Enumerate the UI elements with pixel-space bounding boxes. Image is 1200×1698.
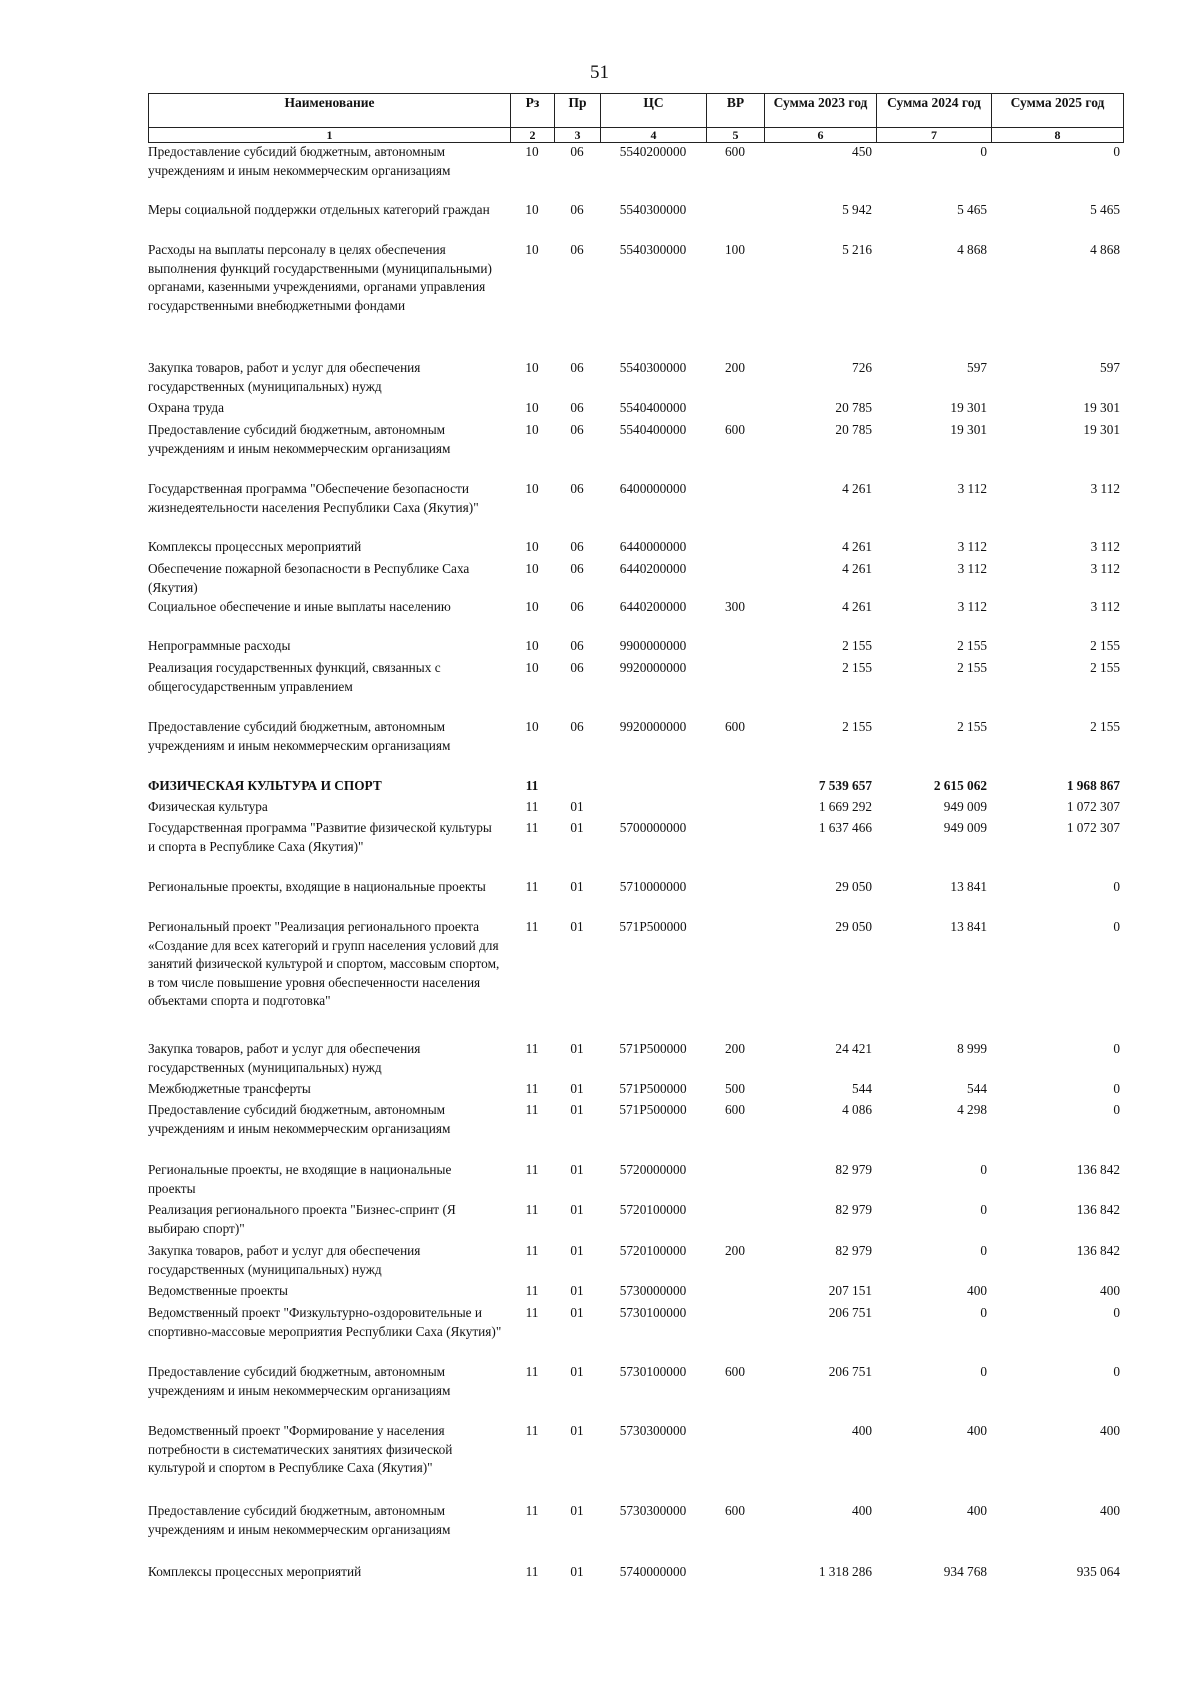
row-sum-2023: 206 751 xyxy=(828,1305,872,1320)
row-pr: 06 xyxy=(570,719,584,734)
row-rz: 10 xyxy=(525,360,539,375)
row-cs: 5720100000 xyxy=(619,1243,687,1258)
row-name: Предоставление субсидий бюджетным, автономным учреждениям и иным некоммерческим организациям xyxy=(148,1102,451,1136)
row-sum-2025: 597 xyxy=(1100,360,1120,375)
row-pr xyxy=(554,777,600,796)
row-sum-2024: 544 xyxy=(967,1081,987,1096)
table-row xyxy=(148,1161,1122,1198)
row-sum-2023: 20 785 xyxy=(835,422,872,437)
row-pr: 01 xyxy=(570,1243,584,1258)
table-header xyxy=(148,93,1124,143)
row-pr: 01 xyxy=(570,1305,584,1320)
table-row xyxy=(148,1040,1122,1077)
row-rz: 11 xyxy=(525,1041,539,1056)
row-sum-2024: 0 xyxy=(980,1305,987,1320)
row-rz: 11 xyxy=(525,1503,539,1518)
row-sum-2025: 0 xyxy=(1113,1102,1120,1117)
row-name: Закупка товаров, работ и услуг для обеспечения государственных (муниципальных) нужд xyxy=(148,1243,421,1277)
row-pr: 01 xyxy=(570,1503,584,1518)
row-sum-2023: 400 xyxy=(852,1423,872,1438)
row-vr xyxy=(706,1201,764,1238)
row-rz: 10 xyxy=(525,422,539,437)
row-sum-2023: 1 669 292 xyxy=(818,799,872,814)
table-row xyxy=(148,1363,1122,1400)
row-cs: 5720100000 xyxy=(619,1202,687,1217)
row-cs: 6440200000 xyxy=(619,599,687,614)
row-sum-2024: 2 155 xyxy=(957,638,987,653)
row-pr: 06 xyxy=(570,561,584,576)
table-row xyxy=(148,718,1122,755)
row-sum-2025: 19 301 xyxy=(1083,422,1120,437)
row-sum-2025: 136 842 xyxy=(1076,1162,1120,1177)
row-name: Предоставление субсидий бюджетным, автономным учреждениям и иным некоммерческим организациям xyxy=(148,719,451,753)
row-cs: 5540400000 xyxy=(619,400,687,415)
header-pr: Пр xyxy=(555,94,601,127)
row-sum-2023: 207 151 xyxy=(828,1283,872,1298)
row-sum-2023: 5 942 xyxy=(842,202,872,217)
row-pr: 01 xyxy=(570,820,584,835)
row-pr: 06 xyxy=(570,660,584,675)
row-pr: 01 xyxy=(570,919,584,934)
row-rz: 10 xyxy=(525,242,539,257)
row-pr: 06 xyxy=(570,638,584,653)
row-sum-2024: 0 xyxy=(980,1243,987,1258)
row-sum-2025: 400 xyxy=(1100,1283,1120,1298)
row-sum-2024: 19 301 xyxy=(950,422,987,437)
row-pr: 01 xyxy=(570,1564,584,1579)
row-rz: 11 xyxy=(525,1283,539,1298)
row-rz: 11 xyxy=(525,799,539,814)
row-sum-2025: 0 xyxy=(1113,1305,1120,1320)
row-rz: 11 xyxy=(525,778,539,793)
row-sum-2023: 29 050 xyxy=(835,879,872,894)
row-cs: 571P500000 xyxy=(619,919,687,934)
table-row xyxy=(148,399,1122,418)
row-name: Физическая культура xyxy=(148,799,268,814)
table-row xyxy=(148,659,1122,696)
row-rz: 11 xyxy=(525,1243,539,1258)
row-name: ФИЗИЧЕСКАЯ КУЛЬТУРА И СПОРТ xyxy=(148,778,382,793)
row-rz: 10 xyxy=(525,481,539,496)
row-vr xyxy=(706,1563,764,1582)
row-sum-2024: 2 155 xyxy=(957,660,987,675)
row-vr: 600 xyxy=(725,1364,745,1379)
row-cs: 5720000000 xyxy=(619,1162,687,1177)
row-sum-2025: 0 xyxy=(1113,919,1120,934)
row-sum-2025: 0 xyxy=(1113,1364,1120,1379)
table-row xyxy=(148,798,1122,817)
header-num-5: 5 xyxy=(707,128,765,142)
row-sum-2023: 206 751 xyxy=(828,1364,872,1379)
row-sum-2023: 4 086 xyxy=(842,1102,872,1117)
row-sum-2023: 82 979 xyxy=(835,1243,872,1258)
row-sum-2025: 935 064 xyxy=(1076,1564,1120,1579)
row-vr: 100 xyxy=(725,242,745,257)
row-sum-2024: 934 768 xyxy=(943,1564,987,1579)
table-row xyxy=(148,421,1122,458)
row-pr: 01 xyxy=(570,1041,584,1056)
row-vr: 600 xyxy=(725,719,745,734)
row-name: Меры социальной поддержки отдельных категорий граждан xyxy=(148,202,490,217)
row-rz: 11 xyxy=(525,1305,539,1320)
row-name: Охрана труда xyxy=(148,400,225,415)
row-name: Предоставление субсидий бюджетным, автономным учреждениям и иным некоммерческим организациям xyxy=(148,144,451,178)
table-row xyxy=(148,598,1122,617)
table-row xyxy=(148,143,1122,180)
row-pr: 01 xyxy=(570,1283,584,1298)
row-sum-2023: 5 216 xyxy=(842,242,872,257)
row-rz: 10 xyxy=(525,539,539,554)
row-name: Предоставление субсидий бюджетным, автономным учреждениям и иным некоммерческим организациям xyxy=(148,1364,451,1398)
row-name: Закупка товаров, работ и услуг для обеспечения государственных (муниципальных) нужд xyxy=(148,360,421,394)
row-sum-2023: 1 637 466 xyxy=(818,820,872,835)
row-sum-2023: 726 xyxy=(852,360,872,375)
row-sum-2025: 2 155 xyxy=(1090,638,1120,653)
row-sum-2024: 5 465 xyxy=(957,202,987,217)
row-sum-2025: 0 xyxy=(1113,144,1120,159)
row-pr: 06 xyxy=(570,202,584,217)
row-sum-2025: 400 xyxy=(1100,1503,1120,1518)
row-sum-2024: 949 009 xyxy=(943,820,987,835)
row-sum-2024: 400 xyxy=(967,1423,987,1438)
table-row xyxy=(148,1201,1122,1238)
row-sum-2024: 19 301 xyxy=(950,400,987,415)
header-vr: ВР xyxy=(707,94,765,127)
row-vr xyxy=(706,1161,764,1198)
table-row xyxy=(148,1502,1122,1539)
table-row xyxy=(148,918,1122,1011)
row-cs: 5730100000 xyxy=(619,1305,687,1320)
row-vr: 600 xyxy=(725,422,745,437)
header-numbers-row xyxy=(149,128,1123,142)
row-cs: 6440200000 xyxy=(619,561,687,576)
row-sum-2023: 1 318 286 xyxy=(818,1564,872,1579)
row-sum-2023: 400 xyxy=(852,1503,872,1518)
row-sum-2025: 1 968 867 xyxy=(1066,778,1120,793)
row-sum-2025: 0 xyxy=(1113,1041,1120,1056)
row-rz: 11 xyxy=(525,1423,539,1438)
row-pr: 01 xyxy=(570,1423,584,1438)
row-cs: 6440000000 xyxy=(619,539,687,554)
row-rz: 11 xyxy=(525,1102,539,1117)
row-sum-2025: 2 155 xyxy=(1090,660,1120,675)
row-sum-2023: 4 261 xyxy=(842,561,872,576)
row-name: Региональные проекты, входящие в национальные проекты xyxy=(148,879,486,894)
row-cs xyxy=(600,777,706,796)
row-sum-2025: 3 112 xyxy=(1090,539,1120,554)
row-cs: 5730100000 xyxy=(619,1364,687,1379)
row-vr xyxy=(706,1304,764,1341)
row-name: Реализация государственных функций, связанных с общегосударственным управлением xyxy=(148,660,441,694)
row-rz: 10 xyxy=(525,660,539,675)
row-pr: 06 xyxy=(570,481,584,496)
row-name: Закупка товаров, работ и услуг для обеспечения государственных (муниципальных) нужд xyxy=(148,1041,421,1075)
row-pr: 01 xyxy=(570,1081,584,1096)
row-sum-2023: 4 261 xyxy=(842,481,872,496)
row-vr xyxy=(706,878,764,897)
row-pr: 01 xyxy=(570,879,584,894)
row-name: Расходы на выплаты персоналу в целях обеспечения выполнения функций государственными (муниципальными) органами, казенными учреждениями, органами управления государственными внебюджетными фондами xyxy=(148,242,492,313)
row-rz: 11 xyxy=(525,1162,539,1177)
table-row xyxy=(148,1304,1122,1341)
row-sum-2023: 7 539 657 xyxy=(818,778,872,793)
table-row xyxy=(148,538,1122,557)
header-sum-2024: Сумма 2024 год xyxy=(877,94,992,127)
row-sum-2024: 2 155 xyxy=(957,719,987,734)
row-rz: 11 xyxy=(525,820,539,835)
row-pr: 06 xyxy=(570,400,584,415)
row-sum-2023: 24 421 xyxy=(835,1041,872,1056)
row-sum-2024: 3 112 xyxy=(957,561,987,576)
row-cs: 571P500000 xyxy=(619,1102,687,1117)
row-rz: 11 xyxy=(525,1202,539,1217)
table-row xyxy=(148,359,1122,396)
row-name: Ведомственный проект "Формирование у населения потребности в систематических занятиях физической культурой и спортом в Республике Саха (Якутия)" xyxy=(148,1423,453,1475)
row-vr: 200 xyxy=(725,1243,745,1258)
row-vr: 600 xyxy=(725,144,745,159)
row-rz: 11 xyxy=(525,1081,539,1096)
row-rz: 10 xyxy=(525,638,539,653)
row-name: Комплексы процессных мероприятий xyxy=(148,1564,362,1579)
row-pr: 06 xyxy=(570,360,584,375)
row-rz: 11 xyxy=(525,1564,539,1579)
row-name: Предоставление субсидий бюджетным, автономным учреждениям и иным некоммерческим организациям xyxy=(148,1503,451,1537)
row-vr xyxy=(706,201,764,220)
row-vr xyxy=(706,918,764,1011)
table-row xyxy=(148,1080,1122,1099)
row-sum-2025: 1 072 307 xyxy=(1066,799,1120,814)
row-sum-2025: 136 842 xyxy=(1076,1202,1120,1217)
header-num-1: 1 xyxy=(149,128,511,142)
header-name: Наименование xyxy=(149,94,511,127)
row-cs: 5710000000 xyxy=(619,879,687,894)
row-sum-2024: 3 112 xyxy=(957,481,987,496)
row-vr: 300 xyxy=(725,599,745,614)
row-pr: 06 xyxy=(570,599,584,614)
row-rz: 10 xyxy=(525,400,539,415)
row-cs: 571P500000 xyxy=(619,1041,687,1056)
row-cs: 9920000000 xyxy=(619,719,687,734)
row-sum-2024: 3 112 xyxy=(957,539,987,554)
row-sum-2025: 4 868 xyxy=(1090,242,1120,257)
row-name: Региональные проекты, не входящие в национальные проекты xyxy=(148,1162,452,1196)
table-row xyxy=(148,1242,1122,1279)
table-row xyxy=(148,241,1122,315)
row-sum-2023: 82 979 xyxy=(835,1162,872,1177)
row-pr: 06 xyxy=(570,242,584,257)
header-num-7: 7 xyxy=(877,128,992,142)
row-name: Ведомственный проект "Физкультурно-оздоровительные и спортивно-массовые мероприятия Республики Саха (Якутия)" xyxy=(148,1305,502,1339)
row-sum-2023: 20 785 xyxy=(835,400,872,415)
header-num-2: 2 xyxy=(511,128,555,142)
row-cs: 9900000000 xyxy=(619,638,687,653)
row-sum-2025: 3 112 xyxy=(1090,481,1120,496)
header-num-6: 6 xyxy=(765,128,877,142)
row-pr: 01 xyxy=(570,1202,584,1217)
row-cs: 5730300000 xyxy=(619,1423,687,1438)
row-sum-2024: 13 841 xyxy=(950,879,987,894)
row-name: Социальное обеспечение и иные выплаты населению xyxy=(148,599,451,614)
row-cs: 5730300000 xyxy=(619,1503,687,1518)
row-vr xyxy=(706,480,764,517)
row-vr xyxy=(706,1282,764,1301)
row-sum-2024: 8 999 xyxy=(957,1041,987,1056)
row-name: Государственная программа "Обеспечение безопасности жизнедеятельности населения Республики Саха (Якутия)" xyxy=(148,481,479,515)
row-rz: 11 xyxy=(525,919,539,934)
row-sum-2024: 4 868 xyxy=(957,242,987,257)
row-cs: 5700000000 xyxy=(619,820,687,835)
row-name: Региональный проект "Реализация регионального проекта «Создание для всех категорий и групп населения условий для занятий физической культурой и спортом, массовым спортом, в том числе повышение уровня обеспеченности населения объектами спорта и подготовка" xyxy=(148,919,500,1008)
row-cs: 571P500000 xyxy=(619,1081,687,1096)
row-sum-2024: 0 xyxy=(980,1202,987,1217)
row-sum-2025: 1 072 307 xyxy=(1066,820,1120,835)
row-name: Непрограммные расходы xyxy=(148,638,291,653)
row-sum-2024: 3 112 xyxy=(957,599,987,614)
row-sum-2023: 544 xyxy=(852,1081,872,1096)
row-name: Ведомственные проекты xyxy=(148,1283,288,1298)
row-cs: 5540400000 xyxy=(619,422,687,437)
table-row xyxy=(148,201,1122,220)
row-sum-2024: 0 xyxy=(980,1162,987,1177)
row-pr: 06 xyxy=(570,539,584,554)
row-name: Межбюджетные трансферты xyxy=(148,1081,311,1096)
header-rz: Рз xyxy=(511,94,555,127)
row-sum-2025: 0 xyxy=(1113,1081,1120,1096)
row-cs: 5730000000 xyxy=(619,1283,687,1298)
row-vr: 200 xyxy=(725,1041,745,1056)
row-sum-2025: 19 301 xyxy=(1083,400,1120,415)
row-rz: 10 xyxy=(525,202,539,217)
row-vr xyxy=(706,637,764,656)
row-sum-2024: 4 298 xyxy=(957,1102,987,1117)
header-sum-2025: Сумма 2025 год xyxy=(1010,95,1105,110)
row-sum-2024: 949 009 xyxy=(943,799,987,814)
row-sum-2024: 400 xyxy=(967,1283,987,1298)
row-sum-2025: 400 xyxy=(1100,1423,1120,1438)
row-sum-2023: 82 979 xyxy=(835,1202,872,1217)
row-rz: 11 xyxy=(525,1364,539,1379)
header-num-8: 8 xyxy=(1054,128,1061,142)
row-vr xyxy=(706,538,764,557)
row-name: Государственная программа "Развитие физической культуры и спорта в Республике Саха (Якутия)" xyxy=(148,820,492,854)
row-pr: 01 xyxy=(570,1102,584,1117)
row-rz: 10 xyxy=(525,719,539,734)
table-row xyxy=(148,1101,1122,1138)
row-sum-2024: 0 xyxy=(980,144,987,159)
row-cs: 5540300000 xyxy=(619,242,687,257)
row-cs: 5540300000 xyxy=(619,360,687,375)
row-vr xyxy=(706,560,764,597)
row-sum-2023: 2 155 xyxy=(842,660,872,675)
row-pr: 06 xyxy=(570,144,584,159)
table-row xyxy=(148,878,1122,897)
row-vr xyxy=(706,777,764,796)
row-pr: 06 xyxy=(570,422,584,437)
table-row xyxy=(148,1282,1122,1301)
table-row xyxy=(148,560,1122,597)
row-sum-2023: 29 050 xyxy=(835,919,872,934)
row-pr: 01 xyxy=(570,1364,584,1379)
table-row xyxy=(148,777,1122,796)
row-sum-2025: 2 155 xyxy=(1090,719,1120,734)
header-titles-row xyxy=(149,94,1123,128)
row-sum-2023: 2 155 xyxy=(842,719,872,734)
row-cs: 5540300000 xyxy=(619,202,687,217)
row-sum-2023: 4 261 xyxy=(842,539,872,554)
row-vr: 600 xyxy=(725,1503,745,1518)
row-cs: 6400000000 xyxy=(619,481,687,496)
row-name: Предоставление субсидий бюджетным, автономным учреждениям и иным некоммерческим организациям xyxy=(148,422,451,456)
row-rz: 10 xyxy=(525,599,539,614)
row-name: Обеспечение пожарной безопасности в Республике Саха (Якутия) xyxy=(148,561,470,595)
row-sum-2023: 2 155 xyxy=(842,638,872,653)
row-sum-2023: 4 261 xyxy=(842,599,872,614)
row-rz: 10 xyxy=(525,144,539,159)
row-sum-2024: 13 841 xyxy=(950,919,987,934)
row-sum-2025: 0 xyxy=(1113,879,1120,894)
row-cs xyxy=(600,798,706,817)
row-vr xyxy=(706,1422,764,1478)
header-num-3: 3 xyxy=(555,128,601,142)
row-pr: 01 xyxy=(570,799,584,814)
row-vr xyxy=(706,659,764,696)
row-name: Комплексы процессных мероприятий xyxy=(148,539,362,554)
row-sum-2025: 3 112 xyxy=(1090,561,1120,576)
row-vr xyxy=(706,798,764,817)
row-vr: 200 xyxy=(725,360,745,375)
row-vr: 600 xyxy=(725,1102,745,1117)
row-cs: 9920000000 xyxy=(619,660,687,675)
row-rz: 10 xyxy=(525,561,539,576)
table-row xyxy=(148,819,1122,856)
row-name: Реализация регионального проекта "Бизнес-спринт (Я выбираю спорт)" xyxy=(148,1202,456,1236)
row-sum-2023: 450 xyxy=(852,144,872,159)
row-vr: 500 xyxy=(725,1081,745,1096)
header-num-4: 4 xyxy=(601,128,707,142)
table-row xyxy=(148,1422,1122,1478)
table-row xyxy=(148,1563,1122,1582)
row-sum-2024: 0 xyxy=(980,1364,987,1379)
row-sum-2025: 3 112 xyxy=(1090,599,1120,614)
row-sum-2025: 5 465 xyxy=(1090,202,1120,217)
header-cs: ЦС xyxy=(601,94,707,127)
row-cs: 5740000000 xyxy=(619,1564,687,1579)
row-rz: 11 xyxy=(525,879,539,894)
row-sum-2024: 597 xyxy=(967,360,987,375)
table-row xyxy=(148,480,1122,517)
row-vr xyxy=(706,399,764,418)
row-sum-2025: 136 842 xyxy=(1076,1243,1120,1258)
page-number: 51 xyxy=(590,62,609,83)
row-sum-2024: 400 xyxy=(967,1503,987,1518)
row-pr: 01 xyxy=(570,1162,584,1177)
row-sum-2024: 2 615 062 xyxy=(933,778,987,793)
row-vr xyxy=(706,819,764,856)
table-row xyxy=(148,637,1122,656)
header-sum-2023: Сумма 2023 год xyxy=(765,94,877,127)
row-cs: 5540200000 xyxy=(619,144,687,159)
